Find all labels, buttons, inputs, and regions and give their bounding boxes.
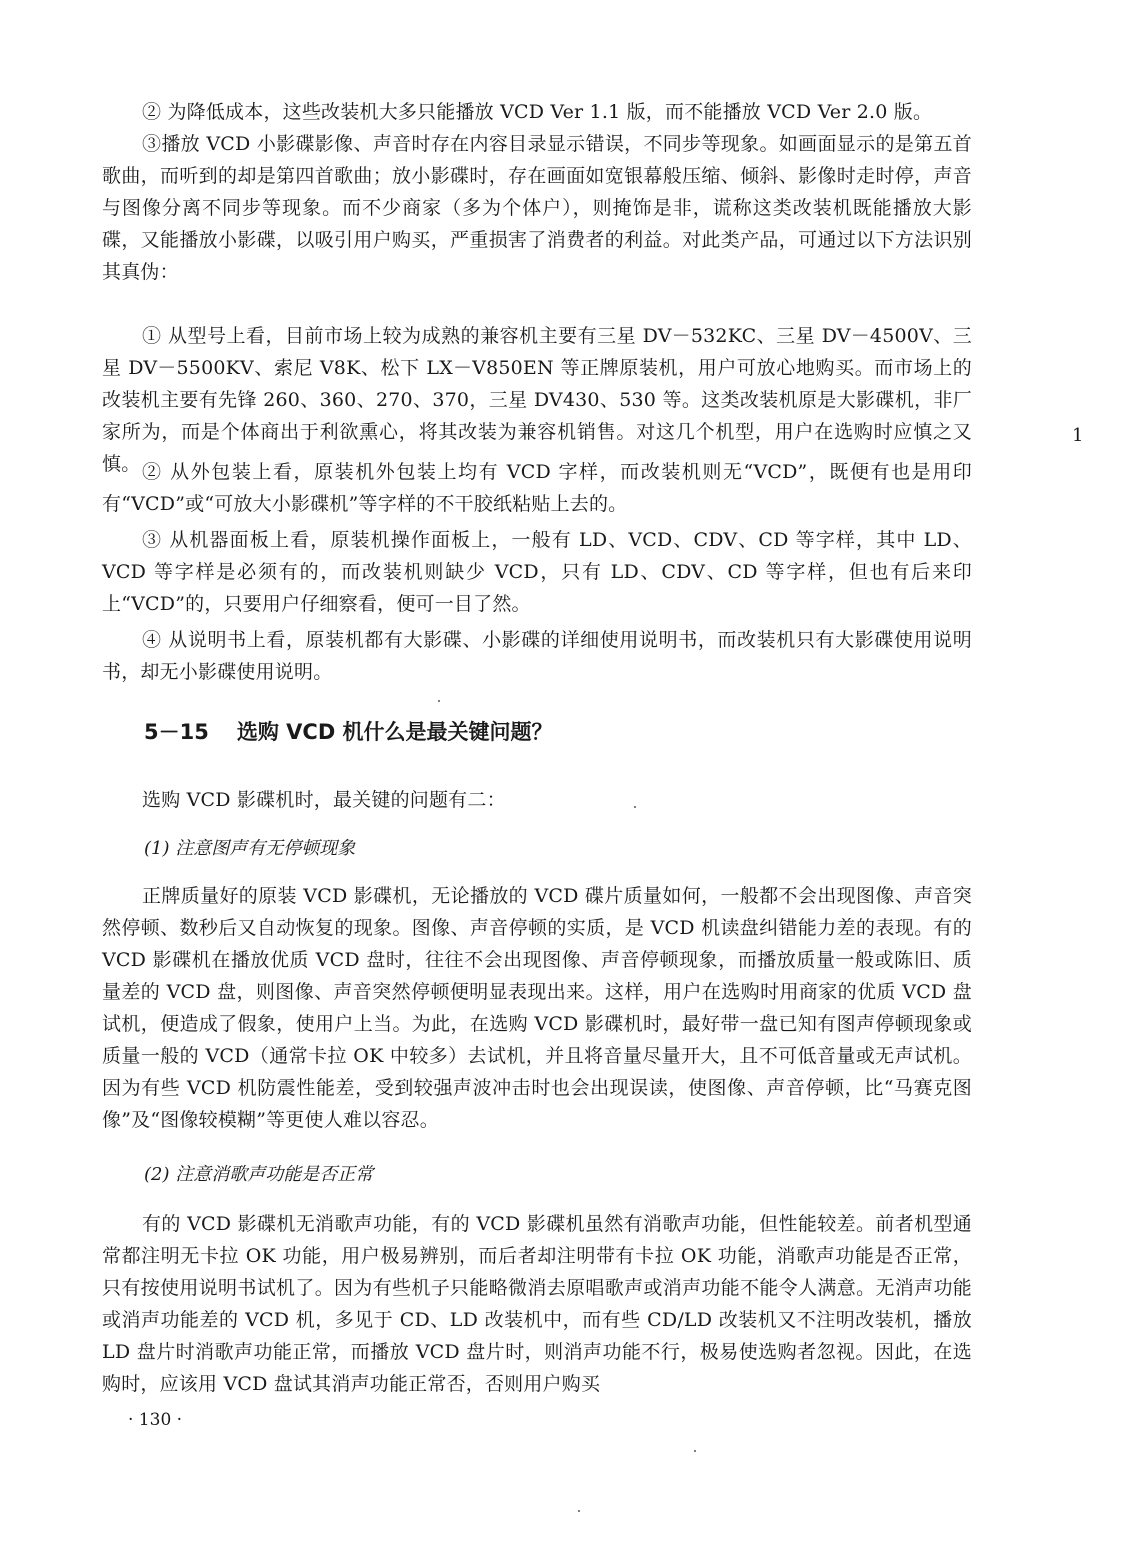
paragraph-pause-test: 正牌质量好的原装 VCD 影碟机，无论播放的 VCD 碟片质量如何，一般都不会出现图像、声音突然停顿、数秒后又自动恢复的现象。图像、声音停顿的实质，是 VCD 机读盘纠错能力差的表现。有的 VCD 影碟机在播放优质 VCD 盘时，往往不会出现图像、声音停顿现象，而播放质量一般或陈旧、质量差的 VCD 盘，则图像、声音突然停顿便明显表现出来。这样，用户在选购时用商家的优质 VCD 盘试机，便造成了假象，使用户上当。为此，在选购 VCD 影碟机时，最好带一盘已知有图声停顿现象或质量一般的 VCD（通常卡拉 OK 中较多）去试机，并且将音量尽量开大，且不可低音量或无声试机。因为有些 VCD 机防震性能差，受到较强声波冲击时也会出现误读，使图像、声音停顿，比“马赛克图像”及“图像较模糊”等更使人难以容忍。 bbox=[102, 885, 972, 1131]
paragraph-vocal-cancel: 有的 VCD 影碟机无消歌声功能，有的 VCD 影碟机虽然有消歌声功能，但性能较差。前者机型通常都注明无卡拉 OK 功能，用户极易辨别，而后者却注明带有卡拉 OK 功能，消歌声功能是否正常，只有按使用说明书试机了。因为有些机子只能略微消去原唱歌声或消声功能不能令人满意。无消声功能或消声功能差的 VCD 机，多见于 CD、LD 改装机中，而有些 CD/LD 改装机又不注明改装机，播放 LD 盘片时消歌声功能正常，而播放 VCD 盘片时，则消声功能不行，极易使选购者忽视。因此，在选购时，应该用 VCD 盘试其消声功能正常否，否则用户购买 bbox=[102, 1213, 972, 1395]
section-number: 5－15 bbox=[144, 720, 209, 744]
scan-speck bbox=[694, 1450, 696, 1452]
subheading-vocal-cancel: (2) 注意消歌声功能是否正常 bbox=[144, 1164, 374, 1185]
section-title: 选购 VCD 机什么是最关键问题？ bbox=[236, 720, 553, 744]
scan-speck bbox=[578, 1510, 580, 1512]
scan-speck bbox=[634, 806, 636, 808]
paragraph-panel-check: ③ 从机器面板上看，原装机操作面板上，一般有 LD、VCD、CDV、CD 等字样，其中 LD、VCD 等字样是必须有的，而改装机则缺少 VCD，只有 LD、CDV、CD 等字样，但也有后来印上“VCD”的，只要用户仔细察看，便可一目了然。 bbox=[102, 529, 972, 615]
paragraph-manual-check: ④ 从说明书上看，原装机都有大影碟、小影碟的详细使用说明书，而改装机只有大影碟使用说明书，却无小影碟使用说明。 bbox=[102, 629, 972, 683]
page-number: · 130 · bbox=[128, 1410, 183, 1430]
subheading-image-sound-pause: (1) 注意图声有无停顿现象 bbox=[144, 838, 356, 859]
paragraph-packaging-check: ② 从外包装上看，原装机外包装上均有 VCD 字样，而改装机则无“VCD”，既便有也是用印有“VCD”或“可放大小影碟机”等字样的不干胶纸粘贴上去的。 bbox=[102, 461, 972, 515]
margin-mark: 1 bbox=[1072, 425, 1084, 446]
paragraph-model-check: ① 从型号上看，目前市场上较为成熟的兼容机主要有三星 DV－532KC、三星 DV－4500V、三星 DV－5500KV、索尼 V8K、松下 LX－V850EN 等正牌原装机，用户可放心地购买。而市场上的改装机主要有先锋 260、360、270、370，三星 DV430、530 等。这类改装机原是大影碟机，非厂家所为，而是个体商出于利欲熏心，将其改装为兼容机销售。对这几个机型，用户在选购时应慎之又慎。 bbox=[102, 325, 972, 475]
section-heading bbox=[144, 716, 553, 748]
scan-speck bbox=[438, 700, 440, 702]
paragraph-playback-issues: ③播放 VCD 小影碟影像、声音时存在内容目录显示错误，不同步等现象。如画面显示的是第五首歌曲，而听到的却是第四首歌曲；放小影碟时，存在画面如宽银幕般压缩、倾斜、影像时走时停，声音与图像分离不同步等现象。而不少商家（多为个体户），则掩饰是非，谎称这类改装机既能播放大影碟，又能播放小影碟，以吸引用户购买，严重损害了消费者的利益。对此类产品，可通过以下方法识别其真伪： bbox=[102, 133, 972, 283]
paragraph-cost-reduction: ② 为降低成本，这些改装机大多只能播放 VCD Ver 1.1 版，而不能播放 VCD Ver 2.0 版。 bbox=[142, 101, 933, 123]
section-intro: 选购 VCD 影碟机时，最关键的问题有二： bbox=[142, 789, 506, 811]
